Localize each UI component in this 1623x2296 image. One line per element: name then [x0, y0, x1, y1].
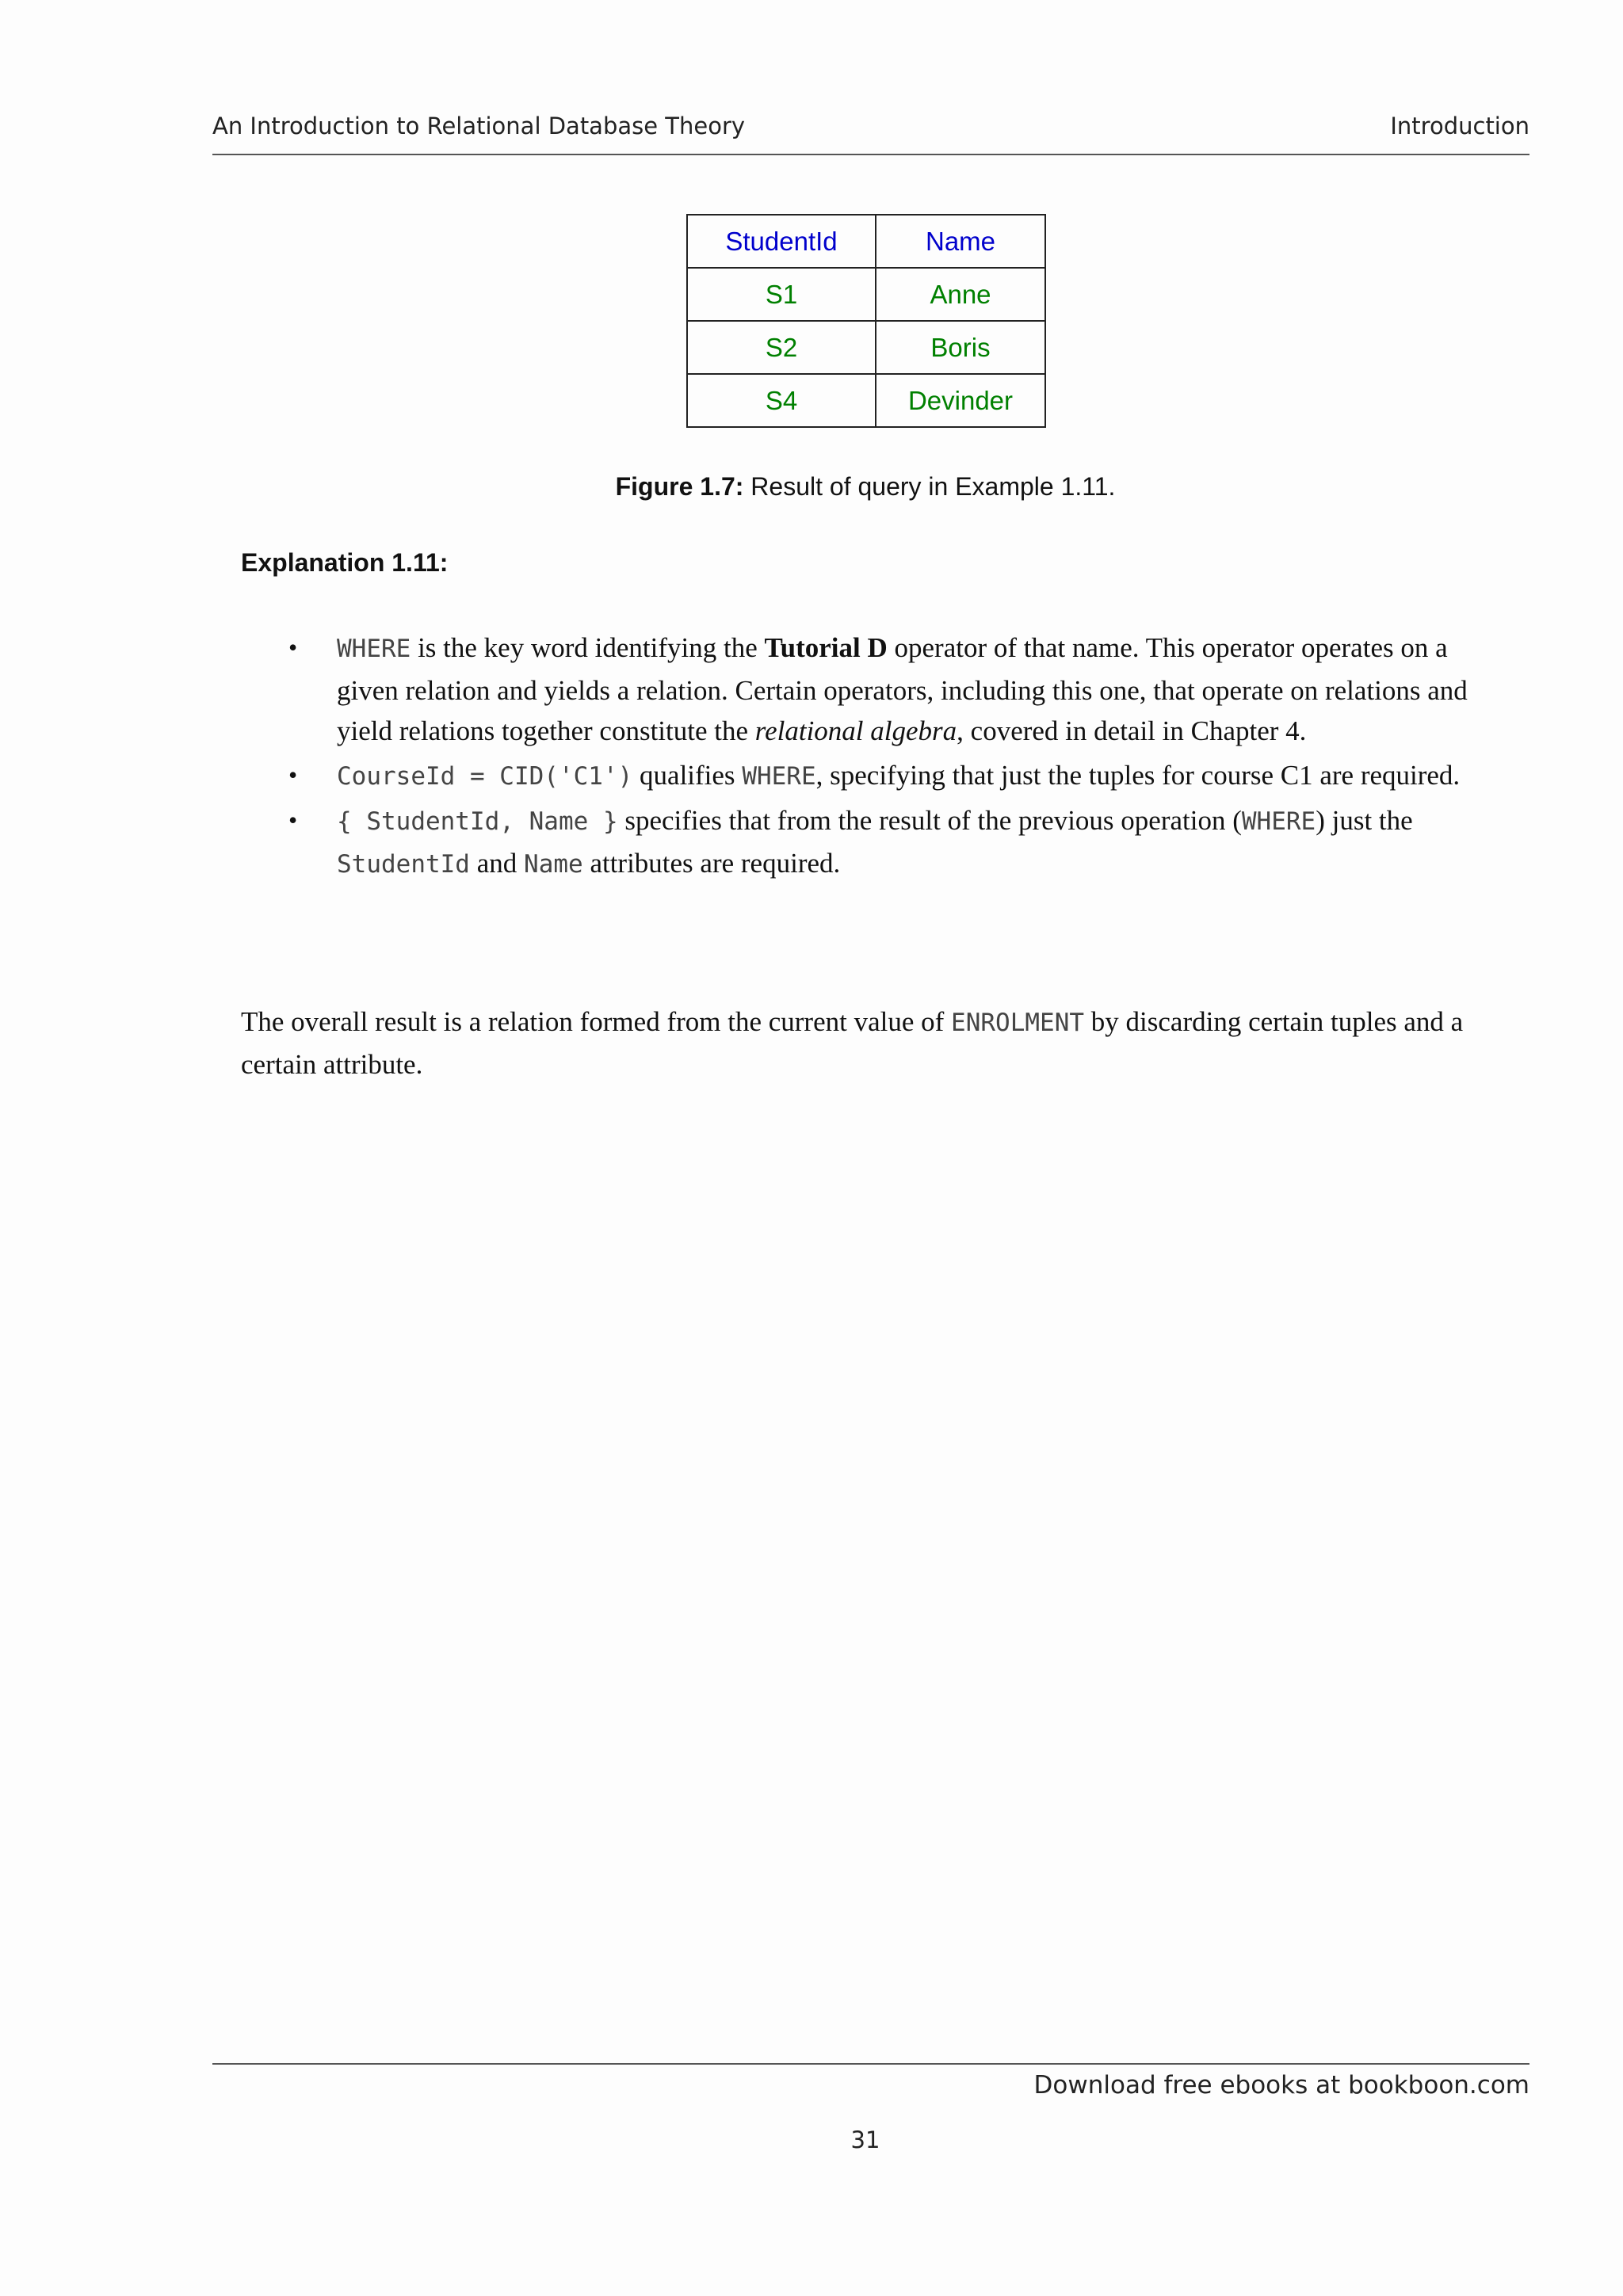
table-cell: Anne — [876, 268, 1045, 321]
table-row — [687, 268, 1045, 321]
bullet-icon: • — [288, 633, 298, 662]
text-span: specifies that from the result of the previous operation ( — [617, 805, 1242, 836]
table-cell: Devinder — [876, 374, 1045, 427]
table-header-row — [687, 215, 1045, 268]
relational-algebra-term: relational algebra — [754, 715, 957, 746]
text-span: , covered in detail in Chapter 4. — [957, 715, 1307, 746]
footer-download-link[interactable]: Download free ebooks at bookboon.com — [1033, 2071, 1529, 2100]
column-header-studentid: StudentId — [687, 215, 876, 268]
text-span: , specifying that just the tuples for course C1 are required. — [815, 759, 1461, 791]
list-item — [241, 627, 1485, 752]
text-span: attributes are required. — [582, 847, 841, 879]
table-cell: S4 — [687, 374, 876, 427]
table-row — [687, 374, 1045, 427]
code-name: Name — [524, 849, 583, 879]
list-item — [241, 755, 1485, 798]
table-cell: S1 — [687, 268, 876, 321]
code-where: WHERE — [742, 761, 816, 791]
explanation-list — [241, 627, 1485, 888]
bullet-icon: • — [288, 760, 298, 789]
code-projection: { StudentId, Name } — [337, 807, 618, 836]
page-header — [212, 109, 1529, 155]
figure-caption — [0, 472, 1623, 502]
text-span: by discarding certain tuples and a certain attribute. — [241, 1006, 1464, 1080]
table-row — [687, 321, 1045, 374]
chapter-title: Introduction — [1390, 113, 1529, 139]
text-span: and — [469, 847, 525, 879]
code-enrolment: ENROLMENT — [951, 1009, 1085, 1037]
result-relation-table — [686, 214, 1046, 428]
table-cell: S2 — [687, 321, 876, 374]
figure-caption-label: Figure 1.7: — [615, 472, 744, 501]
text-span: The overall result is a relation formed from the current value of — [241, 1006, 952, 1037]
text-span: qualifies — [632, 759, 743, 791]
column-header-name: Name — [876, 215, 1045, 268]
text-span: operator of that name. This operator operates on a given relation and yields a relation. Certain operators, including this one, that operate on relations and yield relations together constitute the — [337, 632, 1468, 746]
code-condition: CourseId = CID('C1') — [337, 761, 633, 791]
page-number: 31 — [850, 2126, 880, 2153]
code-where: WHERE — [337, 635, 411, 663]
text-span: is the key word identifying the — [411, 632, 765, 663]
text-span: ) just the — [1316, 805, 1413, 836]
list-item — [241, 800, 1485, 885]
bullet-icon: • — [288, 806, 298, 834]
code-where: WHERE — [1241, 807, 1316, 836]
summary-paragraph — [241, 1001, 1493, 1085]
figure-caption-text: Result of query in Example 1.11. — [743, 472, 1116, 501]
code-studentid: StudentId — [337, 849, 470, 879]
table-cell: Boris — [876, 321, 1045, 374]
explanation-title: Explanation 1.11: — [241, 548, 449, 577]
book-title: An Introduction to Relational Database Theory — [212, 113, 746, 139]
footer-divider — [212, 2063, 1529, 2065]
tutorial-d-term: Tutorial D — [764, 632, 888, 663]
